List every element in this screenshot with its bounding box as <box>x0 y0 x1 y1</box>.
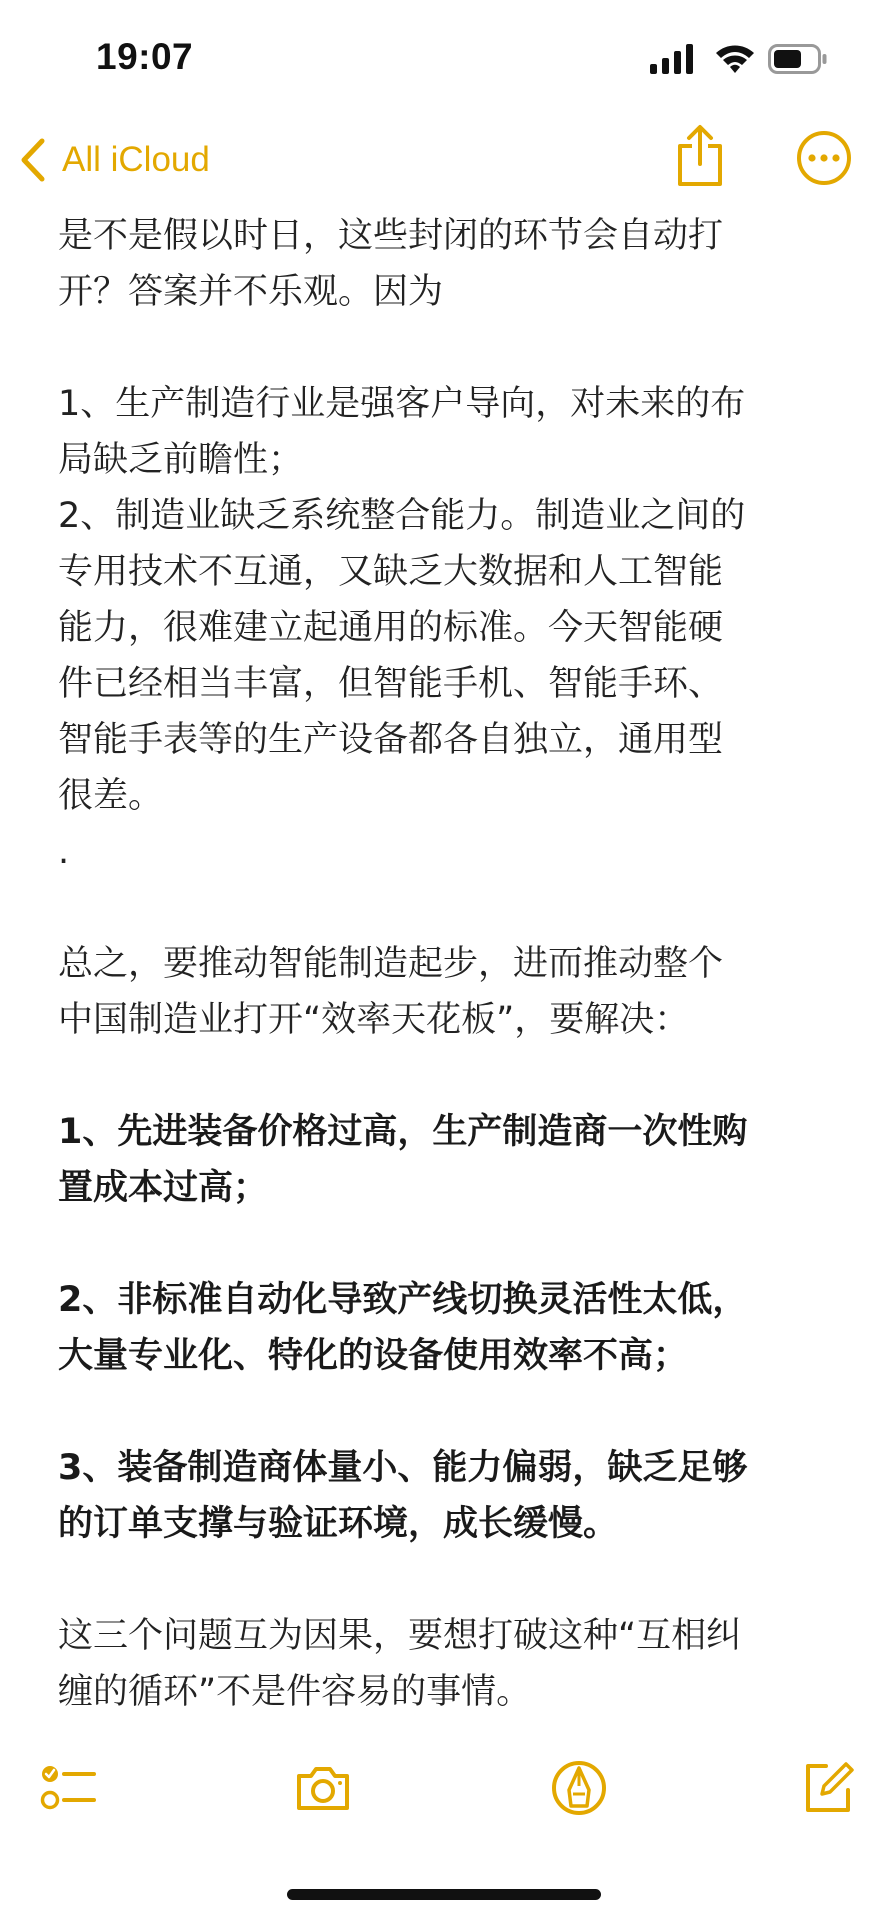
note-text-line: 3、装备制造商体量小、能力偏弱，缺乏足够 <box>58 1448 748 1488</box>
note-text-line: 总之，要推动智能制造起步，进而推动整个 <box>58 944 724 984</box>
compose-icon[interactable] <box>800 1760 856 1816</box>
back-button[interactable] <box>18 132 210 188</box>
note-text-line: 1、生产制造行业是强客户导向，对未来的布 <box>58 384 746 424</box>
note-text-line: 这三个问题互为因果，要想打破这种“互相纠 <box>58 1616 742 1656</box>
note-blank-line <box>58 1384 858 1440</box>
status-bar <box>0 0 887 112</box>
cellular-signal-icon <box>650 44 694 74</box>
note-text-line: 中国制造业打开“效率天花板”，要解决： <box>58 1000 690 1040</box>
nav-bar <box>0 112 887 208</box>
note-text-line: 局缺乏前瞻性； <box>58 440 304 480</box>
note-blank-line <box>58 320 858 376</box>
note-text-line: 开？答案并不乐观。因为 <box>58 272 444 312</box>
checklist-icon[interactable] <box>40 1760 96 1816</box>
note-text-line: 的订单支撑与验证环境，成长缓慢。 <box>58 1504 619 1544</box>
note-blank-line <box>58 1216 858 1272</box>
bottom-toolbar <box>0 1760 887 1840</box>
note-blank-line <box>58 1552 858 1608</box>
note-text-line: 缠的循环”不是件容易的事情。 <box>58 1672 532 1712</box>
note-body[interactable] <box>58 208 858 1720</box>
note-text-line: 智能手表等的生产设备都各自独立，通用型 <box>58 720 724 760</box>
back-label: All iCloud <box>62 140 210 179</box>
note-text-line: 大量专业化、特化的设备使用效率不高； <box>58 1336 689 1376</box>
note-text-line: . <box>58 832 70 872</box>
ellipsis-circle-icon[interactable] <box>796 130 852 186</box>
note-blank-line <box>58 1048 858 1104</box>
battery-icon <box>768 44 828 74</box>
note-blank-line <box>58 880 858 936</box>
note-text-line: 2、非标准自动化导致产线切换灵活性太低， <box>58 1280 748 1320</box>
note-text-line: 1、先进装备价格过高，生产制造商一次性购 <box>58 1112 748 1152</box>
home-indicator <box>287 1889 601 1900</box>
wifi-icon <box>714 42 756 74</box>
note-text-line: 置成本过高； <box>58 1168 269 1208</box>
pen-tip-circle-icon[interactable] <box>551 1760 607 1816</box>
status-time: 19:07 <box>96 36 194 77</box>
note-text-line: 件已经相当丰富，但智能手机、智能手环、 <box>58 664 724 704</box>
note-text-line: 是不是假以时日，这些封闭的环节会自动打 <box>58 216 724 256</box>
note-text-line: 2、制造业缺乏系统整合能力。制造业之间的 <box>58 496 746 536</box>
note-text-line: 很差。 <box>58 776 164 816</box>
camera-icon[interactable] <box>295 1760 351 1816</box>
note-text-line: 能力，很难建立起通用的标准。今天智能硬 <box>58 608 724 648</box>
share-icon[interactable] <box>672 124 728 188</box>
chevron-left-icon <box>18 137 48 183</box>
note-text-line: 专用技术不互通，又缺乏大数据和人工智能 <box>58 552 724 592</box>
